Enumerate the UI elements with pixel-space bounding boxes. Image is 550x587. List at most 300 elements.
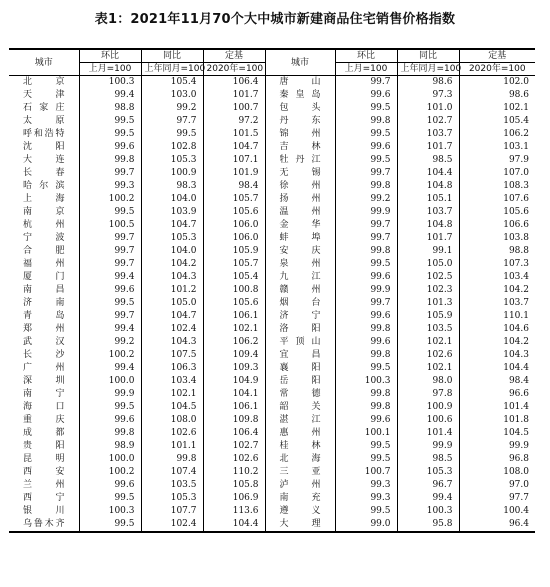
base-value-left: 101.9 (203, 167, 265, 180)
yoy-value-right: 100.9 (397, 401, 459, 414)
base-value-right: 96.8 (459, 453, 535, 466)
base-value-left: 101.7 (203, 89, 265, 102)
table-title: 表1：2021年11月70个大中城市新建商品住宅销售价格指数 (94, 12, 456, 27)
yoy-value-right: 101.7 (397, 141, 459, 154)
city-name-left: 郑州 (23, 324, 65, 334)
mom-value-left: 99.6 (79, 284, 141, 297)
yoy-value-left: 104.3 (141, 336, 203, 349)
mom-value-left: 99.5 (79, 492, 141, 505)
table-row (9, 232, 535, 245)
table-row (9, 219, 535, 232)
base-value-right: 96.6 (459, 388, 535, 401)
city-name-right: 牡丹江 (265, 154, 335, 167)
yoy-value-left: 106.3 (141, 362, 203, 375)
mom-value-right: 99.6 (335, 336, 397, 349)
base-value-left: 104.1 (203, 388, 265, 401)
base-value-left: 105.6 (203, 206, 265, 219)
base-value-left: 109.8 (203, 414, 265, 427)
mom-value-right: 100.1 (335, 427, 397, 440)
city-name-left: 哈尔滨 (23, 181, 65, 191)
city-name-left: 贵阳 (23, 441, 65, 451)
yoy-value-left: 99.8 (141, 453, 203, 466)
table-row (9, 76, 535, 90)
city-name-left: 沈阳 (23, 142, 65, 152)
mom-value-left: 100.3 (79, 76, 141, 90)
city-name-left: 北京 (23, 77, 65, 87)
mom-value-left: 99.8 (79, 154, 141, 167)
mom-value-left: 100.2 (79, 193, 141, 206)
city-name-right: 吉林 (265, 141, 335, 154)
base-value-right: 108.0 (459, 466, 535, 479)
table-row (9, 518, 535, 532)
mom-value-left: 99.5 (79, 401, 141, 414)
city-name-left: 上海 (23, 194, 65, 204)
base-value-right: 103.8 (459, 232, 535, 245)
mom-value-left: 99.5 (79, 297, 141, 310)
city-name-left: 重庆 (23, 415, 65, 425)
base-value-right: 99.9 (459, 440, 535, 453)
base-value-left: 97.2 (203, 115, 265, 128)
city-name-left: 石家庄 (23, 103, 65, 113)
table-row (9, 310, 535, 323)
city-name-left: 呼和浩特 (23, 129, 65, 139)
yoy-value-left: 102.4 (141, 518, 203, 532)
yoy-value-right: 105.9 (397, 310, 459, 323)
table-row (9, 193, 535, 206)
table-row (9, 323, 535, 336)
mom-value-right: 99.7 (335, 297, 397, 310)
header-yoy-sub-right: 上年同月=100 (397, 63, 459, 76)
mom-value-right: 99.7 (335, 167, 397, 180)
mom-value-left: 99.4 (79, 89, 141, 102)
base-value-right: 107.3 (459, 258, 535, 271)
city-name-left: 深圳 (23, 376, 65, 386)
table-row (9, 297, 535, 310)
yoy-value-right: 99.1 (397, 245, 459, 258)
mom-value-right: 99.9 (335, 284, 397, 297)
mom-value-right: 99.2 (335, 193, 397, 206)
mom-value-left: 100.2 (79, 466, 141, 479)
mom-value-right: 99.6 (335, 89, 397, 102)
city-name-right: 遵义 (265, 505, 335, 518)
city-name-left: 西安 (23, 467, 65, 477)
yoy-value-right: 102.3 (397, 284, 459, 297)
city-name-left: 福州 (23, 259, 65, 269)
mom-value-right: 99.3 (335, 479, 397, 492)
table-row (9, 349, 535, 362)
yoy-value-left: 105.3 (141, 232, 203, 245)
base-value-right: 106.6 (459, 219, 535, 232)
mom-value-left: 100.3 (79, 505, 141, 518)
yoy-value-left: 99.2 (141, 102, 203, 115)
table-row (9, 154, 535, 167)
mom-value-left: 99.7 (79, 245, 141, 258)
yoy-value-right: 97.3 (397, 89, 459, 102)
mom-value-left: 99.7 (79, 258, 141, 271)
mom-value-right: 99.6 (335, 310, 397, 323)
city-name-right: 烟台 (265, 297, 335, 310)
yoy-value-right: 95.8 (397, 518, 459, 532)
yoy-value-left: 101.1 (141, 440, 203, 453)
city-name-right: 宜昌 (265, 349, 335, 362)
yoy-value-right: 102.5 (397, 271, 459, 284)
city-name-right: 锦州 (265, 128, 335, 141)
base-value-left: 100.8 (203, 284, 265, 297)
yoy-value-left: 101.2 (141, 284, 203, 297)
yoy-value-right: 100.3 (397, 505, 459, 518)
yoy-value-left: 104.0 (141, 245, 203, 258)
city-name-left: 昆明 (23, 454, 65, 464)
base-value-right: 104.4 (459, 362, 535, 375)
yoy-value-right: 101.4 (397, 427, 459, 440)
table-row (9, 128, 535, 141)
base-value-right: 98.4 (459, 375, 535, 388)
base-value-left: 113.6 (203, 505, 265, 518)
base-value-right: 104.3 (459, 349, 535, 362)
base-value-left: 106.0 (203, 232, 265, 245)
base-value-left: 105.8 (203, 479, 265, 492)
city-name-left: 西宁 (23, 493, 65, 503)
mom-value-left: 98.8 (79, 102, 141, 115)
city-name-right: 南充 (265, 492, 335, 505)
yoy-value-left: 104.7 (141, 310, 203, 323)
city-name-left: 太原 (23, 116, 65, 126)
base-value-left: 106.1 (203, 401, 265, 414)
yoy-value-right: 96.7 (397, 479, 459, 492)
base-value-left: 106.4 (203, 76, 265, 90)
yoy-value-left: 104.7 (141, 219, 203, 232)
table-row (9, 245, 535, 258)
city-name-right: 惠州 (265, 427, 335, 440)
mom-value-right: 99.7 (335, 76, 397, 90)
yoy-value-left: 103.9 (141, 206, 203, 219)
table-row (9, 115, 535, 128)
base-value-left: 109.4 (203, 349, 265, 362)
base-value-left: 109.3 (203, 362, 265, 375)
base-value-right: 97.0 (459, 479, 535, 492)
mom-value-right: 100.7 (335, 466, 397, 479)
city-name-right: 扬州 (265, 193, 335, 206)
city-name-right: 襄阳 (265, 362, 335, 375)
table-row (9, 167, 535, 180)
header-yoy-left: 同比 (141, 49, 203, 63)
mom-value-right: 99.7 (335, 232, 397, 245)
base-value-left: 102.1 (203, 323, 265, 336)
base-value-left: 98.4 (203, 180, 265, 193)
yoy-value-left: 107.7 (141, 505, 203, 518)
base-value-right: 97.9 (459, 154, 535, 167)
mom-value-left: 99.4 (79, 362, 141, 375)
yoy-value-right: 101.0 (397, 102, 459, 115)
city-name-right: 徐州 (265, 180, 335, 193)
city-name-left: 杭州 (23, 220, 65, 230)
city-name-left: 南宁 (23, 389, 65, 399)
table-body (9, 76, 535, 533)
mom-value-right: 99.8 (335, 115, 397, 128)
city-name-right: 北海 (265, 453, 335, 466)
base-value-right: 105.6 (459, 206, 535, 219)
mom-value-right: 99.5 (335, 505, 397, 518)
base-value-left: 110.2 (203, 466, 265, 479)
table-row (9, 479, 535, 492)
table-row (9, 362, 535, 375)
yoy-value-left: 99.5 (141, 128, 203, 141)
header-base-right: 定基 (459, 49, 535, 63)
yoy-value-right: 103.7 (397, 206, 459, 219)
base-value-left: 106.4 (203, 427, 265, 440)
yoy-value-right: 104.8 (397, 180, 459, 193)
yoy-value-right: 98.5 (397, 154, 459, 167)
base-value-right: 104.2 (459, 336, 535, 349)
table-row (9, 466, 535, 479)
yoy-value-left: 102.4 (141, 323, 203, 336)
city-name-right: 岳阳 (265, 375, 335, 388)
yoy-value-right: 97.8 (397, 388, 459, 401)
header-city-right: 城市 (265, 49, 335, 76)
yoy-value-left: 105.0 (141, 297, 203, 310)
mom-value-right: 100.3 (335, 375, 397, 388)
mom-value-left: 100.0 (79, 453, 141, 466)
city-name-left: 海口 (23, 402, 65, 412)
city-name-right: 三亚 (265, 466, 335, 479)
city-name-right: 无锡 (265, 167, 335, 180)
table-row (9, 336, 535, 349)
base-value-right: 104.6 (459, 323, 535, 336)
base-value-left: 104.4 (203, 518, 265, 532)
base-value-left: 106.0 (203, 219, 265, 232)
table-row (9, 375, 535, 388)
base-value-right: 110.1 (459, 310, 535, 323)
mom-value-left: 100.5 (79, 219, 141, 232)
city-name-right: 平顶山 (265, 336, 335, 349)
table-row (9, 141, 535, 154)
yoy-value-left: 105.4 (141, 76, 203, 90)
header-yoy-sub-left: 上年同月=100 (141, 63, 203, 76)
yoy-value-left: 104.2 (141, 258, 203, 271)
city-name-left: 成都 (23, 428, 65, 438)
city-name-right: 金华 (265, 219, 335, 232)
base-value-left: 102.7 (203, 440, 265, 453)
mom-value-right: 99.6 (335, 414, 397, 427)
city-name-left: 银川 (23, 506, 65, 516)
yoy-value-right: 102.1 (397, 362, 459, 375)
yoy-value-right: 105.0 (397, 258, 459, 271)
table-row (9, 388, 535, 401)
base-value-right: 100.4 (459, 505, 535, 518)
base-value-left: 105.7 (203, 193, 265, 206)
city-name-left: 大连 (23, 155, 65, 165)
city-name-left: 南京 (23, 207, 65, 217)
table-row (9, 206, 535, 219)
yoy-value-left: 103.4 (141, 375, 203, 388)
mom-value-left: 99.6 (79, 479, 141, 492)
city-name-right: 大理 (265, 518, 335, 532)
mom-value-right: 99.5 (335, 453, 397, 466)
yoy-value-left: 105.3 (141, 154, 203, 167)
yoy-value-left: 105.3 (141, 492, 203, 505)
mom-value-left: 99.5 (79, 115, 141, 128)
header-mom-sub-right: 上月=100 (335, 63, 397, 76)
mom-value-right: 99.6 (335, 141, 397, 154)
table-row (9, 401, 535, 414)
mom-value-right: 99.3 (335, 492, 397, 505)
base-value-right: 98.6 (459, 89, 535, 102)
city-name-right: 赣州 (265, 284, 335, 297)
table-row (9, 440, 535, 453)
header-base-sub-left: 2020年=100 (203, 63, 265, 76)
base-value-right: 103.4 (459, 271, 535, 284)
base-value-right: 96.4 (459, 518, 535, 532)
yoy-value-left: 100.9 (141, 167, 203, 180)
base-value-right: 102.0 (459, 76, 535, 90)
mom-value-right: 99.8 (335, 388, 397, 401)
city-name-left: 兰州 (23, 480, 65, 490)
base-value-left: 107.1 (203, 154, 265, 167)
base-value-right: 108.3 (459, 180, 535, 193)
yoy-value-left: 102.1 (141, 388, 203, 401)
mom-value-left: 99.9 (79, 388, 141, 401)
mom-value-right: 99.0 (335, 518, 397, 532)
yoy-value-right: 105.1 (397, 193, 459, 206)
yoy-value-left: 104.3 (141, 271, 203, 284)
yoy-value-left: 107.5 (141, 349, 203, 362)
city-name-right: 安庆 (265, 245, 335, 258)
city-name-right: 丹东 (265, 115, 335, 128)
mom-value-left: 99.6 (79, 414, 141, 427)
table-row (9, 180, 535, 193)
yoy-value-right: 99.9 (397, 440, 459, 453)
base-value-left: 106.9 (203, 492, 265, 505)
city-name-left: 武汉 (23, 337, 65, 347)
city-name-left: 厦门 (23, 272, 65, 282)
city-name-right: 秦皇岛 (265, 89, 335, 102)
yoy-value-right: 102.1 (397, 336, 459, 349)
mom-value-left: 100.2 (79, 349, 141, 362)
base-value-right: 104.2 (459, 284, 535, 297)
header-yoy-right: 同比 (397, 49, 459, 63)
yoy-value-left: 98.3 (141, 180, 203, 193)
mom-value-left: 98.9 (79, 440, 141, 453)
base-value-right: 103.7 (459, 297, 535, 310)
mom-value-left: 99.7 (79, 310, 141, 323)
yoy-value-right: 98.0 (397, 375, 459, 388)
city-name-right: 九江 (265, 271, 335, 284)
mom-value-left: 100.0 (79, 375, 141, 388)
mom-value-left: 99.8 (79, 427, 141, 440)
base-value-left: 100.7 (203, 102, 265, 115)
mom-value-right: 99.5 (335, 128, 397, 141)
yoy-value-right: 100.6 (397, 414, 459, 427)
yoy-value-right: 103.7 (397, 128, 459, 141)
table-row (9, 258, 535, 271)
mom-value-left: 99.4 (79, 271, 141, 284)
mom-value-right: 99.8 (335, 401, 397, 414)
base-value-right: 103.1 (459, 141, 535, 154)
header-mom-right: 环比 (335, 49, 397, 63)
city-name-right: 泉州 (265, 258, 335, 271)
base-value-left: 104.9 (203, 375, 265, 388)
yoy-value-right: 105.3 (397, 466, 459, 479)
base-value-left: 105.7 (203, 258, 265, 271)
mom-value-right: 99.5 (335, 440, 397, 453)
mom-value-left: 99.7 (79, 232, 141, 245)
city-name-left: 长春 (23, 168, 65, 178)
base-value-right: 107.0 (459, 167, 535, 180)
city-name-right: 湛江 (265, 414, 335, 427)
mom-value-left: 99.2 (79, 336, 141, 349)
header-base-left: 定基 (203, 49, 265, 63)
mom-value-right: 99.8 (335, 349, 397, 362)
yoy-value-right: 101.7 (397, 232, 459, 245)
base-value-right: 107.6 (459, 193, 535, 206)
table-row (9, 414, 535, 427)
city-name-right: 桂林 (265, 440, 335, 453)
yoy-value-right: 98.5 (397, 453, 459, 466)
yoy-value-left: 103.5 (141, 479, 203, 492)
mom-value-left: 99.5 (79, 518, 141, 532)
yoy-value-left: 104.5 (141, 401, 203, 414)
header-mom-sub-left: 上月=100 (79, 63, 141, 76)
city-name-right: 唐山 (265, 76, 335, 90)
mom-value-right: 99.5 (335, 258, 397, 271)
header-city-left: 城市 (9, 49, 79, 76)
city-name-left: 天津 (23, 90, 65, 100)
yoy-value-left: 107.4 (141, 466, 203, 479)
mom-value-right: 99.6 (335, 271, 397, 284)
yoy-value-right: 99.4 (397, 492, 459, 505)
table-row (9, 453, 535, 466)
base-value-left: 105.9 (203, 245, 265, 258)
mom-value-left: 99.3 (79, 180, 141, 193)
city-name-left: 广州 (23, 363, 65, 373)
base-value-left: 106.2 (203, 336, 265, 349)
yoy-value-right: 101.3 (397, 297, 459, 310)
base-value-left: 101.5 (203, 128, 265, 141)
city-name-right: 韶关 (265, 401, 335, 414)
price-index-table (9, 48, 535, 533)
mom-value-left: 99.4 (79, 323, 141, 336)
yoy-value-left: 103.0 (141, 89, 203, 102)
city-name-right: 常德 (265, 388, 335, 401)
yoy-value-right: 104.4 (397, 167, 459, 180)
base-value-right: 101.4 (459, 401, 535, 414)
city-name-right: 蚌埠 (265, 232, 335, 245)
table-row (9, 89, 535, 102)
base-value-left: 104.7 (203, 141, 265, 154)
table-row (9, 102, 535, 115)
table-row (9, 492, 535, 505)
city-name-left: 合肥 (23, 246, 65, 256)
mom-value-left: 99.5 (79, 206, 141, 219)
city-name-right: 包头 (265, 102, 335, 115)
base-value-right: 106.2 (459, 128, 535, 141)
yoy-value-left: 108.0 (141, 414, 203, 427)
base-value-left: 106.1 (203, 310, 265, 323)
base-value-right: 102.1 (459, 102, 535, 115)
mom-value-right: 99.9 (335, 206, 397, 219)
city-name-right: 济宁 (265, 310, 335, 323)
base-value-right: 101.8 (459, 414, 535, 427)
mom-value-right: 99.7 (335, 219, 397, 232)
city-name-left: 长沙 (23, 350, 65, 360)
table-row (9, 505, 535, 518)
city-name-left: 济南 (23, 298, 65, 308)
mom-value-left: 99.6 (79, 141, 141, 154)
yoy-value-right: 104.8 (397, 219, 459, 232)
header-base-sub-right: 2020年=100 (459, 63, 535, 76)
yoy-value-right: 103.5 (397, 323, 459, 336)
mom-value-right: 99.8 (335, 180, 397, 193)
